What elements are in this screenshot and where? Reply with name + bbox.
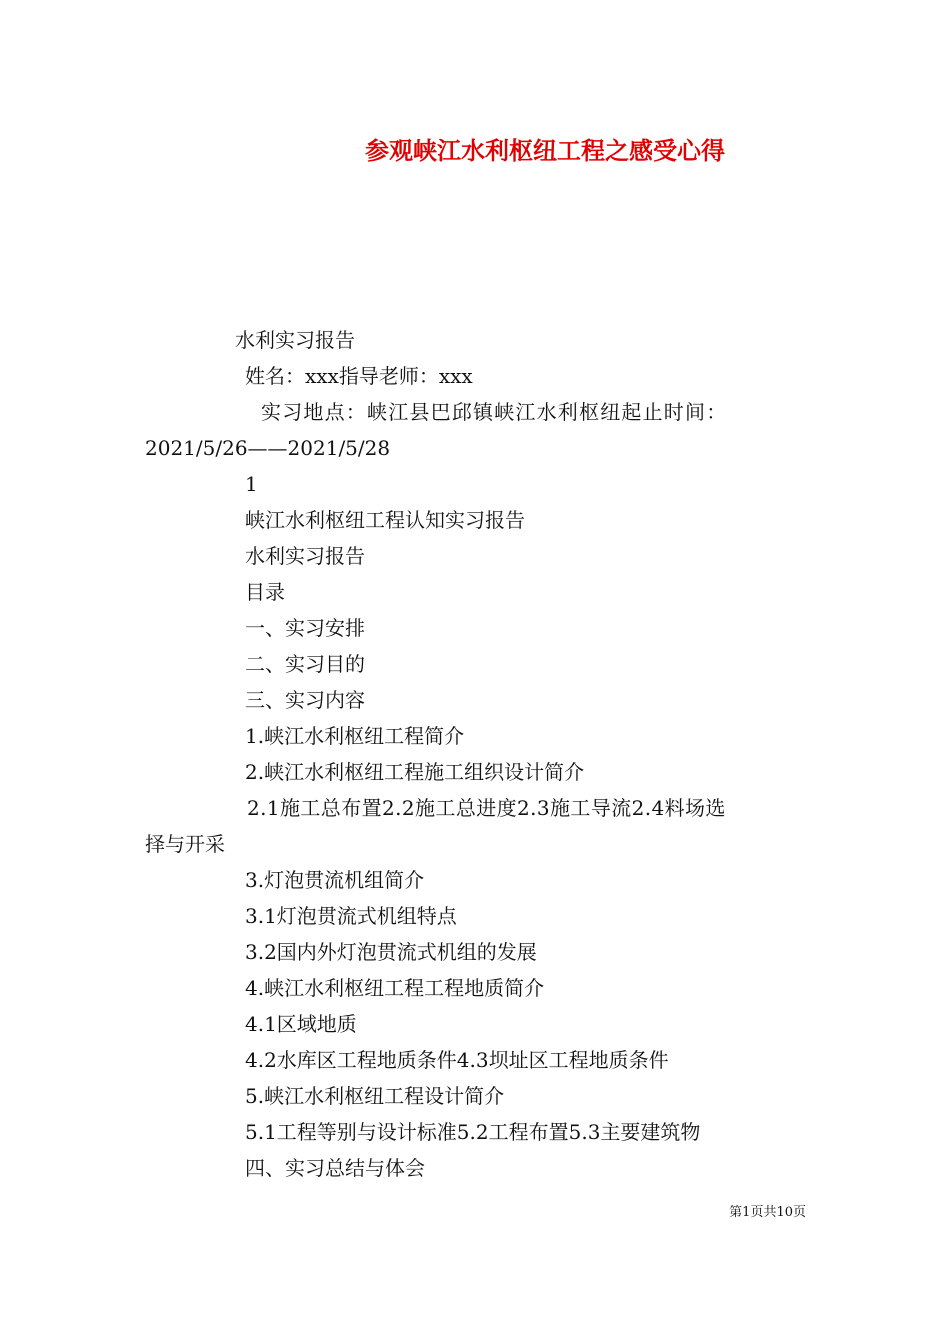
body-line: 2.峡江水利枢纽工程施工组织设计简介: [245, 760, 585, 784]
body-line: 5.1工程等别与设计标准5.2工程布置5.3主要建筑物: [245, 1120, 701, 1144]
body-line: 目录: [245, 580, 285, 604]
document-title-text: 参观峡江水利枢纽工程之感受心得: [365, 136, 725, 165]
body-line: 水利实习报告: [245, 544, 365, 568]
body-line: 水利实习报告: [235, 328, 355, 352]
body-line: 姓名：xxx指导老师：xxx: [245, 364, 473, 388]
body-line: 1.峡江水利枢纽工程简介: [245, 724, 465, 748]
page-number-footer: 第1页共10页: [729, 1205, 806, 1220]
body-line: 择与开采: [145, 832, 225, 856]
body-line: 4.2水库区工程地质条件4.3坝址区工程地质条件: [245, 1048, 669, 1072]
body-line: 峡江水利枢纽工程认知实习报告: [245, 508, 525, 532]
body-line: 5.峡江水利枢纽工程设计简介: [245, 1084, 505, 1108]
body-line: 三、实习内容: [245, 688, 365, 712]
body-line: 1: [245, 472, 258, 496]
body-line: 4.峡江水利枢纽工程工程地质简介: [245, 976, 545, 1000]
body-line: 2.1施工总布置2.2施工总进度2.3施工导流2.4料场选: [247, 796, 726, 820]
body-line: 一、实习安排: [245, 616, 365, 640]
body-line: 3.1灯泡贯流式机组特点: [245, 904, 457, 928]
document-title: [0, 134, 950, 168]
body-line: 2021/5/26——2021/5/28: [145, 436, 391, 460]
body-line: 3.灯泡贯流机组简介: [245, 868, 425, 892]
body-line: 四、实习总结与体会: [245, 1156, 425, 1180]
body-line: 实习地点：峡江县巴邱镇峡江水利枢纽起止时间：: [261, 400, 728, 424]
body-line: 4.1区域地质: [245, 1012, 357, 1036]
body-line: 二、实习目的: [245, 652, 365, 676]
body-line: 3.2国内外灯泡贯流式机组的发展: [245, 940, 537, 964]
document-body: [145, 322, 810, 1186]
